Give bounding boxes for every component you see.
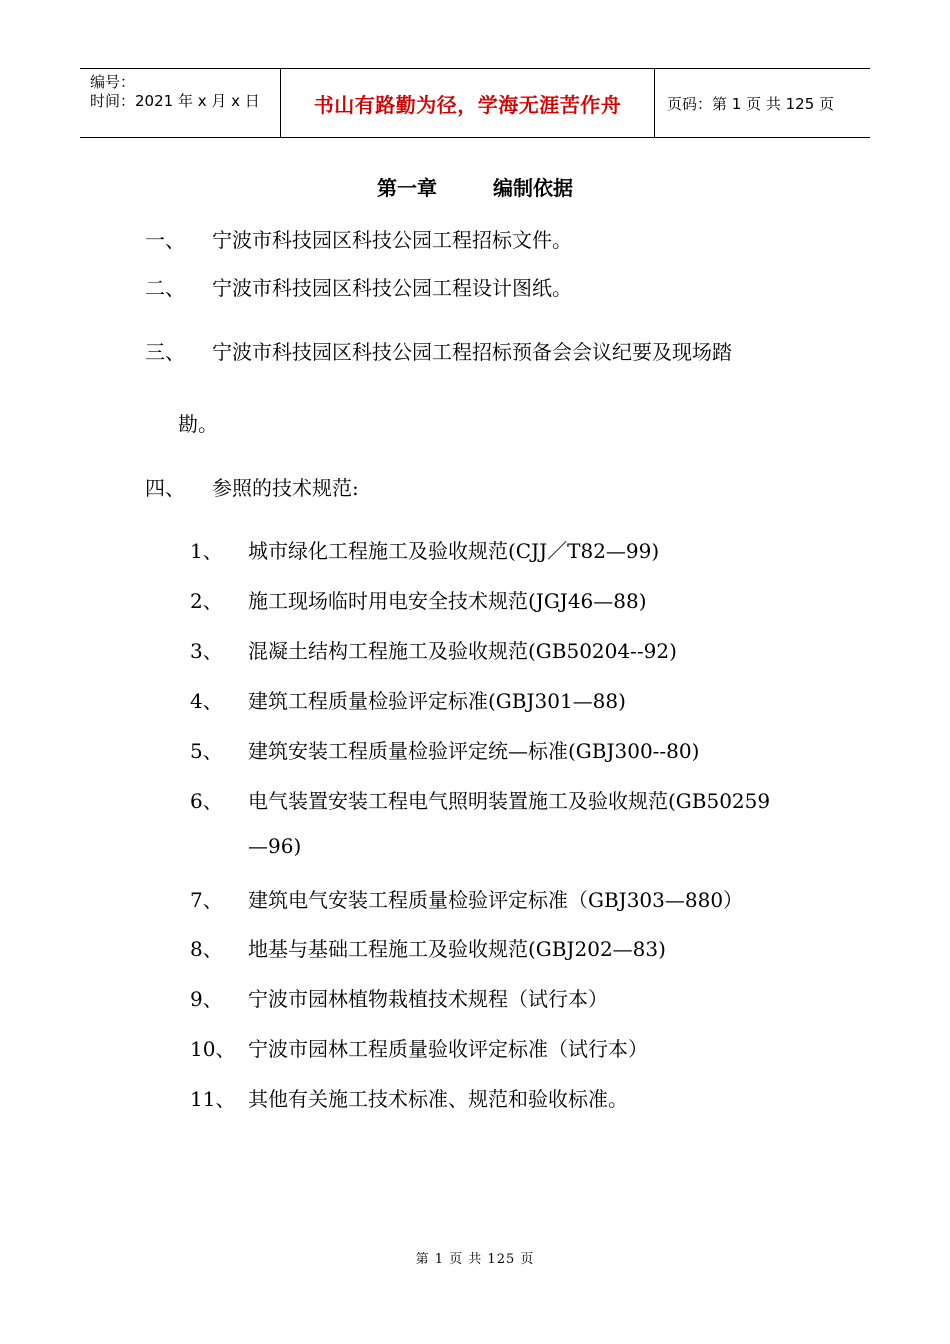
standard-item-text: 建筑安装工程质量检验评定统—标准(GBJ300--80) <box>248 739 700 763</box>
basis-item-number: 四、 <box>145 476 185 500</box>
standard-item-9 <box>190 983 608 1012</box>
time-label: 时间：2021 年 x 月 x 日 <box>90 92 260 110</box>
standard-item-10 <box>190 1033 648 1062</box>
standard-item-number: 10、 <box>190 1037 236 1061</box>
standard-item-1 <box>190 535 659 564</box>
basis-item-3-continuation: 勘。 <box>178 412 218 436</box>
basis-item-text: 参照的技术规范: <box>212 476 359 500</box>
standard-item-number: 6、 <box>190 789 223 813</box>
standard-item-text: 建筑工程质量检验评定标准(GBJ301—88) <box>248 689 626 713</box>
standard-item-text: 地基与基础工程施工及验收规范(GBJ202—83) <box>248 937 666 961</box>
standard-item-text: 建筑电气安装工程质量检验评定标准（GBJ303—880） <box>248 888 744 912</box>
standard-item-text: 混凝土结构工程施工及验收规范(GB50204--92) <box>248 639 677 663</box>
standard-item-number: 3、 <box>190 639 223 663</box>
header-info-cell <box>80 69 281 137</box>
standard-item-number: 5、 <box>190 739 223 763</box>
standard-item-11 <box>190 1083 628 1112</box>
standard-item-number: 8、 <box>190 937 223 961</box>
chapter-heading <box>0 172 950 201</box>
basis-item-number: 二、 <box>145 276 185 300</box>
basis-item-text: 宁波市科技园区科技公园工程招标文件。 <box>212 228 572 252</box>
basis-item-2 <box>145 272 572 301</box>
standard-item-text: 施工现场临时用电安全技术规范(JGJ46—88) <box>248 589 647 613</box>
chapter-title: 编制依据 <box>493 176 573 200</box>
standard-item-4 <box>190 685 626 714</box>
standard-item-text: 宁波市园林植物栽植技术规程（试行本） <box>248 987 608 1011</box>
standard-item-text: 城市绿化工程施工及验收规范(CJJ／T82—99) <box>248 539 660 563</box>
standard-item-5 <box>190 735 699 764</box>
standard-item-8 <box>190 933 666 962</box>
basis-item-number: 三、 <box>145 340 185 364</box>
standard-item-number: 9、 <box>190 987 223 1011</box>
standard-item-3 <box>190 635 677 664</box>
standard-item-number: 7、 <box>190 888 223 912</box>
basis-item-3 <box>145 336 732 365</box>
standard-item-text: 宁波市园林工程质量验收评定标准（试行本） <box>248 1037 648 1061</box>
code-label: 编号： <box>90 73 136 91</box>
header-motto: 书山有路勤为径，学海无涯苦作舟 <box>281 69 655 137</box>
standard-item-number: 4、 <box>190 689 223 713</box>
standard-item-6 <box>190 785 770 814</box>
basis-item-text: 宁波市科技园区科技公园工程设计图纸。 <box>212 276 572 300</box>
basis-item-4 <box>145 472 359 501</box>
standard-item-2 <box>190 585 647 614</box>
standard-item-6-continuation: —96) <box>248 834 302 858</box>
standard-item-number: 2、 <box>190 589 223 613</box>
header-page-info: 页码：第 1 页 共 125 页 <box>667 94 835 113</box>
page-header <box>80 68 870 138</box>
standard-item-number: 11、 <box>190 1087 236 1111</box>
standard-item-text: 电气装置安装工程电气照明装置施工及验收规范(GB50259 <box>248 789 771 813</box>
standard-item-7 <box>190 884 743 913</box>
page-footer: 第 1 页 共 125 页 <box>415 1252 535 1267</box>
standard-item-text: 其他有关施工技术标准、规范和验收标准。 <box>248 1087 628 1111</box>
basis-item-1 <box>145 224 572 253</box>
basis-item-text: 宁波市科技园区科技公园工程招标预备会会议纪要及现场踏 <box>212 340 732 364</box>
basis-item-number: 一、 <box>145 228 185 252</box>
chapter-number: 第一章 <box>377 176 437 200</box>
standard-item-number: 1、 <box>190 539 223 563</box>
